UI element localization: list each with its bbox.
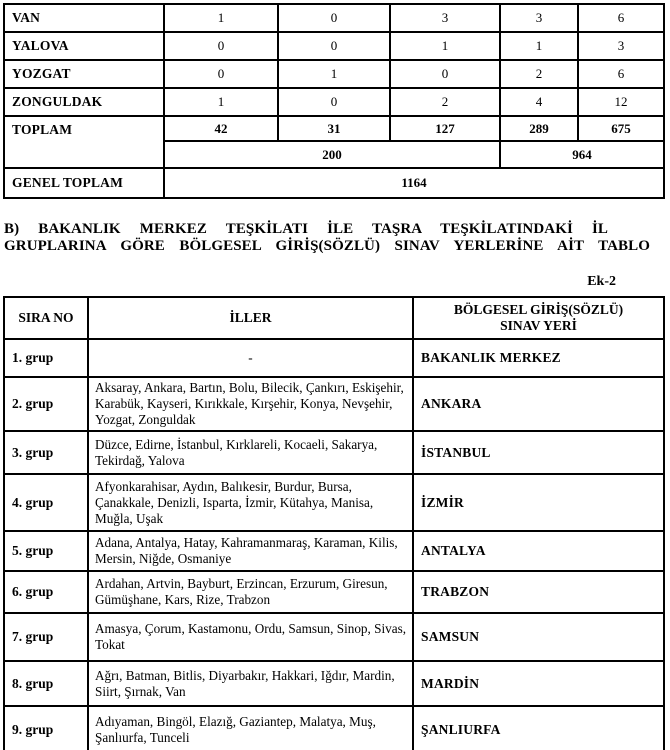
table-row <box>4 431 664 474</box>
group-label: 1. grup <box>4 339 88 377</box>
header-sinav-yeri-line1: BÖLGESEL GİRİŞ(SÖZLÜ) <box>453 302 624 317</box>
cell-value: 0 <box>164 60 278 88</box>
group-label: 5. grup <box>4 531 88 571</box>
group-provinces: Adıyaman, Bingöl, Elazığ, Gaziantep, Malatya, Muş, Şanlıurfa, Tunceli <box>88 706 413 750</box>
toplam-label: TOPLAM <box>4 116 164 168</box>
header-sinav-yeri <box>413 297 664 339</box>
genel-toplam-value: 1164 <box>164 168 664 198</box>
header-iller: İLLER <box>88 297 413 339</box>
group-provinces: Afyonkarahisar, Aydın, Balıkesir, Burdur, Bursa, Çanakkale, Denizli, Isparta, İzmir, Kütahya, Manisa, Muğla, Uşak <box>88 474 413 531</box>
annex-label: Ek-2 <box>587 274 616 289</box>
cell-value: 0 <box>278 4 390 32</box>
province-label: VAN <box>4 4 164 32</box>
cell-value: 1 <box>278 60 390 88</box>
section-heading-line2: GRUPLARINA GÖRE BÖLGESEL GİRİŞ(SÖZLÜ) SINAV YERLERİNE AİT TABLO <box>4 238 650 254</box>
exam-location: İSTANBUL <box>413 431 664 474</box>
genel-toplam-label: GENEL TOPLAM <box>4 168 164 198</box>
table-row-toplam <box>4 116 664 141</box>
group-provinces: Adana, Antalya, Hatay, Kahramanmaraş, Karaman, Kilis, Mersin, Niğde, Osmaniye <box>88 531 413 571</box>
exam-location: ŞANLIURFA <box>413 706 664 750</box>
section-heading <box>4 221 666 255</box>
cell-value: 0 <box>390 60 500 88</box>
toplam-value: 127 <box>390 116 500 141</box>
table-row <box>4 88 664 116</box>
summary-table <box>3 3 665 199</box>
table-row <box>4 377 664 431</box>
table-row <box>4 339 664 377</box>
toplam-value: 31 <box>278 116 390 141</box>
cell-value: 3 <box>500 4 578 32</box>
cell-value: 3 <box>578 32 664 60</box>
exam-location: İZMİR <box>413 474 664 531</box>
toplam-value: 289 <box>500 116 578 141</box>
province-label: YALOVA <box>4 32 164 60</box>
header-sira-no: SIRA NO <box>4 297 88 339</box>
cell-value: 2 <box>500 60 578 88</box>
exam-location: BAKANLIK MERKEZ <box>413 339 664 377</box>
province-label: ZONGULDAK <box>4 88 164 116</box>
group-label: 7. grup <box>4 613 88 661</box>
cell-value: 0 <box>278 32 390 60</box>
cell-value: 0 <box>164 32 278 60</box>
cell-value: 1 <box>500 32 578 60</box>
cell-value: 12 <box>578 88 664 116</box>
group-provinces: Aksaray, Ankara, Bartın, Bolu, Bilecik, Çankırı, Eskişehir, Karabük, Kayseri, Kırıkkale, Kırşehir, Konya, Nevşehir, Yozgat, Zonguldak <box>88 377 413 431</box>
exam-location: ANTALYA <box>413 531 664 571</box>
cell-value: 1 <box>390 32 500 60</box>
cell-value: 1 <box>164 4 278 32</box>
table-row <box>4 474 664 531</box>
table-row <box>4 613 664 661</box>
cell-value: 1 <box>164 88 278 116</box>
table-row <box>4 661 664 706</box>
cell-value: 3 <box>390 4 500 32</box>
exam-location: SAMSUN <box>413 613 664 661</box>
group-provinces: Ağrı, Batman, Bitlis, Diyarbakır, Hakkari, Iğdır, Mardin, Siirt, Şırnak, Van <box>88 661 413 706</box>
group-label: 9. grup <box>4 706 88 750</box>
cell-value: 6 <box>578 60 664 88</box>
exam-location: MARDİN <box>413 661 664 706</box>
group-provinces: Ardahan, Artvin, Bayburt, Erzincan, Erzurum, Giresun, Gümüşhane, Kars, Rize, Trabzon <box>88 571 413 613</box>
cell-value: 0 <box>278 88 390 116</box>
cell-value: 6 <box>578 4 664 32</box>
table-row <box>4 4 664 32</box>
header-sinav-yeri-line2: SINAV YERİ <box>500 318 577 333</box>
subtotal-right: 964 <box>500 141 664 168</box>
exam-location: ANKARA <box>413 377 664 431</box>
table-row <box>4 32 664 60</box>
section-heading-line1: B) BAKANLIK MERKEZ TEŞKİLATI İLE TAŞRA TEŞKİLATINDAKİ İL <box>4 221 608 237</box>
exam-location: TRABZON <box>413 571 664 613</box>
group-label: 6. grup <box>4 571 88 613</box>
cell-value: 4 <box>500 88 578 116</box>
table-row-genel-toplam <box>4 168 664 198</box>
province-label: YOZGAT <box>4 60 164 88</box>
table-header-row <box>4 297 664 339</box>
toplam-value: 675 <box>578 116 664 141</box>
group-provinces: Düzce, Edirne, İstanbul, Kırklareli, Kocaeli, Sakarya, Tekirdağ, Yalova <box>88 431 413 474</box>
groups-table <box>3 296 665 750</box>
group-label: 8. grup <box>4 661 88 706</box>
table-row <box>4 531 664 571</box>
cell-value: 2 <box>390 88 500 116</box>
table-row <box>4 706 664 750</box>
subtotal-left: 200 <box>164 141 500 168</box>
table-row <box>4 60 664 88</box>
group-provinces: - <box>88 339 413 377</box>
toplam-value: 42 <box>164 116 278 141</box>
table-row <box>4 571 664 613</box>
group-provinces: Amasya, Çorum, Kastamonu, Ordu, Samsun, Sinop, Sivas, Tokat <box>88 613 413 661</box>
group-label: 2. grup <box>4 377 88 431</box>
group-label: 3. grup <box>4 431 88 474</box>
group-label: 4. grup <box>4 474 88 531</box>
